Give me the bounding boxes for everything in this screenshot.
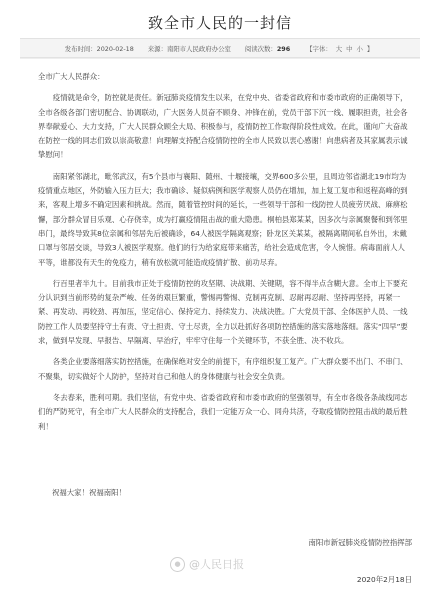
watermark-text: @人民日报 — [189, 558, 244, 571]
font-size-medium-link[interactable]: 中 — [346, 44, 353, 53]
letter-paragraph: 疫情就是命令，防控就是责任。新冠肺炎疫情发生以来，在党中央、省委省政府和市委市政府的正确领导下，全市各级各部门密切配合、协调联动，广大医务人员奋不顾身、冲锋在前，党员干部下沉一线、履职担责，社会各界奉献爱心、大力支持，广大人民群众顾全大局、积极参与，疫情防控工作取得阶段性成效。在此，谨向广大奋战在防控一线的同志们致以崇高敬意！向理解支持配合疫情防控的全市人民致以衷心感谢！向患病者及其家属表示诚挚慰问！ — [38, 93, 408, 160]
letter-paragraph: 各类企业要落细落实防控措施，在确保绝对安全的前提下，有序组织复工复产。广大群众要不出门、不串门、不聚集，切实做好个人防护，坚持对自己和他人的身体健康与社会安全负责。 — [38, 357, 408, 381]
letter-paragraph: 冬去春来，胜利可期。我们坚信，有党中央、省委省政府和市委市政府的坚强领导，有全市各级各条战线同志们的严防死守，有全市广大人民群众的支持配合，我们一定能万众一心、同舟共济，夺取疫情防控阻击战的最后胜利！ — [38, 392, 408, 431]
view-count-value: 296 — [276, 44, 291, 53]
font-size-close: 】 — [366, 44, 374, 53]
page-title: 致全市人民的一封信 — [147, 14, 292, 32]
letter-signature: 南阳市新冠肺炎疫情防控指挥部 — [308, 538, 412, 547]
letter-paragraph: 行百里者半九十。目前我市正处于疫情防控的攻坚期、决战期、关键期，容不得半点含糊大意。全市上下要充分认识到当前形势的复杂严峻、任务的艰巨繁重，警惕再警惕、克制再克制、忍耐再忍耐、坚持再坚持，再紧一紧、再发动、再较劲、再加压，坚定信心、保持定力、持续发力、决战决胜。广大党员干部、全体医护人员、一线防控工作人员要坚持守土有责、守土担责、守土尽责，全力以赴抓好各项防控措施的落实落地落细。落实“四早”要求，做到早发现、早报告、早隔离、早治疗，牢牢守住每一个关键环节，不获全胜、决不收兵。 — [38, 278, 408, 346]
view-count — [245, 44, 290, 53]
header-divider — [20, 58, 420, 59]
letter-greeting: 全市广大人民群众： — [38, 72, 105, 81]
source-label: 来源：南阳市人民政府办公室 — [147, 44, 231, 53]
font-size-open: 【字体： — [306, 44, 332, 53]
view-count-label: 阅读次数： — [244, 44, 277, 53]
font-size-large-link[interactable]: 大 — [335, 44, 343, 53]
letter-date: 2020年2月18日 — [356, 575, 412, 584]
font-size-small-link[interactable]: 小 — [356, 44, 363, 53]
weibo-icon: ● — [170, 557, 185, 572]
letter-paragraph: 南阳紧邻湖北，毗邻武汉，有5个县市与襄阳、随州、十堰接壤，交界600多公里，且周边邻省湖北19市均为疫情重点地区，外防输入压力巨大；我市确诊、疑似病例和医学观察人员仍在增加，加上复工复市和返程高峰的到来，客观上增多不确定因素和挑战。然而，随着管控时间的延长，一些领导干部和一线防控人员疲劳厌战、麻痹松懈，部分群众冒目乐观、心存侥幸，成为打赢疫情阻击战的重大隐患。桐柏县郑某某，因多次与亲属聚餐和到邻里串门，最终导致其8位亲属和邻居先后被确诊，64人被医学隔离观察；卧龙区关某某，被隔离期间私自外出，未戴口罩与邻居交谈，导致3人被医学观察。他们的行为给家庭带来痛苦，给社会造成危害，令人惋惜。病毒面前人人平等，谁都没有天生的免疫力，稍有放松就可能造成疫情扩散、前功尽弃。 — [38, 171, 408, 267]
article-meta-bar — [20, 38, 420, 58]
watermark — [170, 556, 244, 572]
font-size-selector — [304, 44, 375, 53]
publish-time: 发布时间：2020-02-18 — [64, 44, 134, 53]
letter-closing: 祝福大家！祝福南阳！ — [52, 488, 126, 497]
letter-body — [38, 70, 410, 441]
